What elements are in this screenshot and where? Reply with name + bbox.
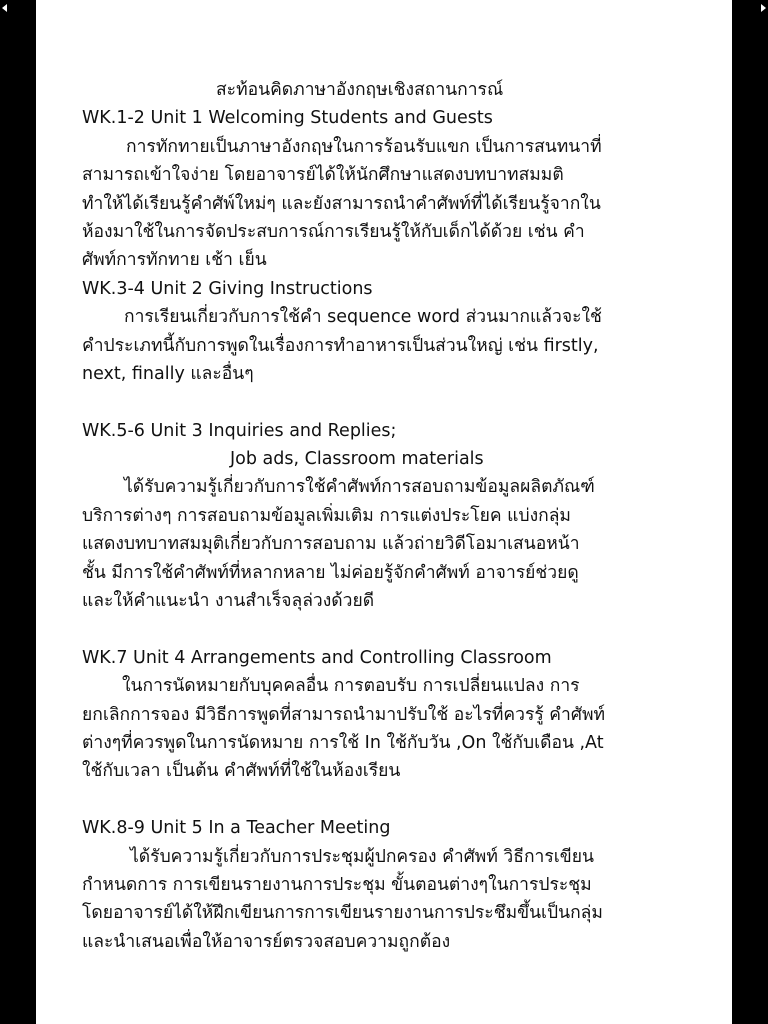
section-subheading-unit-3: Job ads, Classroom materials <box>230 449 484 470</box>
section-1-line: ทำให้ได้เรียนรู้คำศัพ์ใหม่ๆ และยังสามารถนำคำศัพท์ที่ได้เรียนรู้จากใน <box>82 193 601 214</box>
section-2-line: การเรียนเกี่ยวกับการใช้คำ sequence word ส่วนมากแล้วจะใช้ <box>124 307 602 328</box>
section-4-line: ในการนัดหมายกับบุคคลอื่น การตอบรับ การเปลี่ยนแปลง การ <box>122 676 580 697</box>
section-3-line: และให้คำแนะนำ งานสำเร็จลุล่วงด้วยดี <box>82 591 375 612</box>
section-1-line: การทักทายเป็นภาษาอังกฤษในการร้อนรับแขก เป็นการสนทนาที่ <box>126 136 602 157</box>
section-1-line: สามารถเข้าใจง่าย โดยอาจารย์ได้ให้นักศึกษาแสดงบทบาทสมมติ <box>82 165 564 186</box>
section-5-line: ได้รับความรู้เกี่ยวกับการประชุมผู้ปกครอง คำศัพท์ วิธีการเขียน <box>130 846 594 867</box>
section-1-line: ห้องมาใช้ในการจัดประสบการณ์การเรียนรู้ให้กับเด็กได้ด้วย เช่น คำ <box>82 221 585 242</box>
section-heading-unit-2: WK.3-4 Unit 2 Giving Instructions <box>82 278 373 299</box>
page-corner-left-marker <box>2 4 7 12</box>
section-4-line: ต่างๆที่ควรพูดในการนัดหมาย การใช้ In ใช้กับวัน ,On ใช้กับเดือน ,At <box>82 732 604 753</box>
section-5-line: และนำเสนอเพื่อให้อาจารย์ตรวจสอบความถูกต้อง <box>82 931 451 952</box>
section-heading-unit-1: WK.1-2 Unit 1 Welcoming Students and Guests <box>82 108 493 129</box>
section-3-line: ได้รับความรู้เกี่ยวกับการใช้คำศัพท์การสอบถามข้อมูลผลิตภัณฑ์ <box>124 477 595 498</box>
section-3-line: แสดงบทบาทสมมุติเกี่ยวกับการสอบถาม แล้วถ่ายวิดีโอมาเสนอหน้า <box>82 534 580 555</box>
document-page <box>36 0 732 1024</box>
section-2-line: คำประเภทนี้กับการพูดในเรื่องการทำอาหารเป็นส่วนใหญ่ เช่น firstly, <box>82 335 599 356</box>
page-corner-right-marker <box>761 4 766 12</box>
paragraph-gap <box>82 615 722 643</box>
section-5-line: โดยอาจารย์ได้ให้ฝึกเขียนการการเขียนรายงานการประชึมขึ้นเป็นกลุ่ม <box>82 903 603 924</box>
section-heading-unit-4: WK.7 Unit 4 Arrangements and Controlling Classroom <box>82 647 552 668</box>
section-3-line: ชั้น มีการใช้คำศัพท์ที่หลากหลาย ไม่ค่อยรู้จักคำศัพท์ อาจารย์ช่วยดู <box>82 562 579 583</box>
paragraph-gap <box>82 786 722 814</box>
document-title: สะท้อนคิดภาษาอังกฤษเชิงสถานการณ์ <box>216 80 504 100</box>
section-1-line: ศัพท์การทักทาย เช้า เย็น <box>82 250 267 271</box>
section-heading-unit-3: WK.5-6 Unit 3 Inquiries and Replies; <box>82 420 397 441</box>
section-5-line: กำหนดการ การเขียนรายงานการประชุม ขั้นตอนต่างๆในการประชุม <box>82 874 592 895</box>
section-4-line: ยกเลิกการจอง มีวิธีการพูดที่สามารถนำมาปรับใช้ อะไรที่ควรรู้ คำศัพท์ <box>82 704 606 725</box>
section-2-line: next, finally และอื่นๆ <box>82 363 254 384</box>
section-4-line: ใช้กับเวลา เป็นต้น คำศัพท์ที่ใช้ในห้องเรียน <box>82 761 401 782</box>
section-heading-unit-5: WK.8-9 Unit 5 In a Teacher Meeting <box>82 818 391 839</box>
paragraph-gap <box>82 388 722 416</box>
section-3-line: บริการต่างๆ การสอบถามข้อมูลเพิ่มเติม การแต่งประโยค แบ่งกลุ่ม <box>82 505 571 526</box>
document-body <box>82 76 722 956</box>
